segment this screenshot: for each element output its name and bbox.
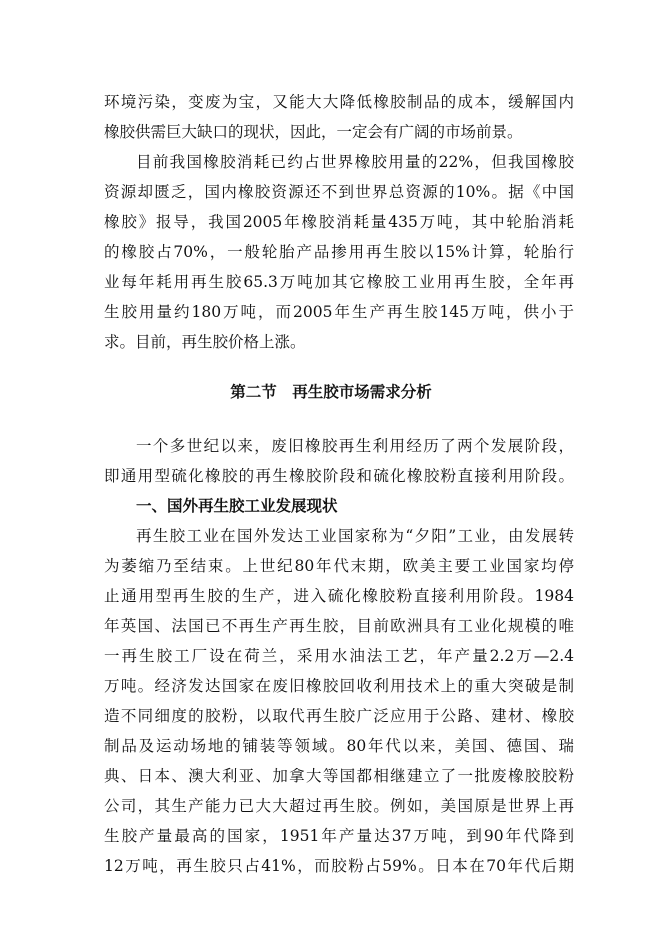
paragraph-4-line-10: 公司，其生产能力已大大超过再生胶。例如，美国原是世界上再 bbox=[104, 797, 574, 815]
paragraph-4-line-8: 制品及运动场地的铺装等领域。80年代以来，美国、德国、瑞 bbox=[104, 737, 574, 755]
paragraph-4-line-6: 万吨。经济发达国家在废旧橡胶回收利用技术上的重大突破是制 bbox=[104, 677, 574, 695]
paragraph-3-line-1: 一个多世纪以来，废旧橡胶再生利用经历了两个发展阶段， bbox=[136, 437, 574, 455]
paragraph-4-line-11: 生胶产量最高的国家，1951年产量达37万吨，到90年代降到 bbox=[104, 827, 574, 845]
paragraph-4-line-1: 再生胶工业在国外发达工业国家称为“夕阳”工业，由发展转 bbox=[136, 527, 574, 545]
paragraph-1-line-1: 环境污染，变废为宝，又能大大降低橡胶制品的成本，缓解国内 bbox=[104, 93, 574, 111]
subsection-title: 一、国外再生胶工业发展现状 bbox=[136, 496, 338, 515]
paragraph-2-line-3: 橡胶》报导，我国2005年橡胶消耗量435万吨，其中轮胎消耗 bbox=[104, 213, 574, 231]
paragraph-4-line-2: 为萎缩乃至结束。上世纪80年代末期，欧美主要工业国家均停 bbox=[104, 557, 574, 575]
paragraph-2-line-1: 目前我国橡胶消耗已约占世界橡胶用量的22%，但我国橡胶 bbox=[136, 153, 574, 171]
paragraph-4-line-5: 一再生胶工厂设在荷兰，采用水油法工艺，年产量2.2万—2.4 bbox=[104, 647, 574, 665]
paragraph-4-line-3: 止通用型再生胶的生产，进入硫化橡胶粉直接利用阶段。1984 bbox=[104, 587, 574, 605]
paragraph-4-line-4: 年英国、法国已不再生产再生胶，目前欧洲具有工业化规模的唯 bbox=[104, 617, 574, 635]
paragraph-4-line-12: 12万吨，再生胶只占41%，而胶粉占59%。日本在70年代后期 bbox=[104, 857, 574, 875]
paragraph-4-line-9: 典、日本、澳大利亚、加拿大等国都相继建立了一批废橡胶胶粉 bbox=[104, 767, 574, 785]
paragraph-3-line-2: 即通用型硫化橡胶的再生橡胶阶段和硫化橡胶粉直接利用阶段。 bbox=[104, 467, 574, 485]
paragraph-2-line-7: 求。目前，再生胶价格上涨。 bbox=[104, 333, 306, 351]
section-title: 第二节 再生胶市场需求分析 bbox=[230, 382, 432, 401]
paragraph-2-line-6: 生胶用量约180万吨，而2005年生产再生胶145万吨，供小于 bbox=[104, 303, 574, 321]
paragraph-2-line-5: 业每年耗用再生胶65.3万吨加其它橡胶工业用再生胶，全年再 bbox=[104, 273, 574, 291]
paragraph-4-line-7: 造不同细度的胶粉，以取代再生胶广泛应用于公路、建材、橡胶 bbox=[104, 707, 574, 725]
paragraph-2-line-2: 资源却匮乏，国内橡胶资源还不到世界总资源的10%。据《中国 bbox=[104, 183, 575, 201]
paragraph-2-line-4: 的橡胶占70%，一般轮胎产品掺用再生胶以15%计算，轮胎行 bbox=[104, 243, 574, 261]
paragraph-1-line-2: 橡胶供需巨大缺口的现状，因此，一定会有广阔的市场前景。 bbox=[104, 123, 523, 141]
